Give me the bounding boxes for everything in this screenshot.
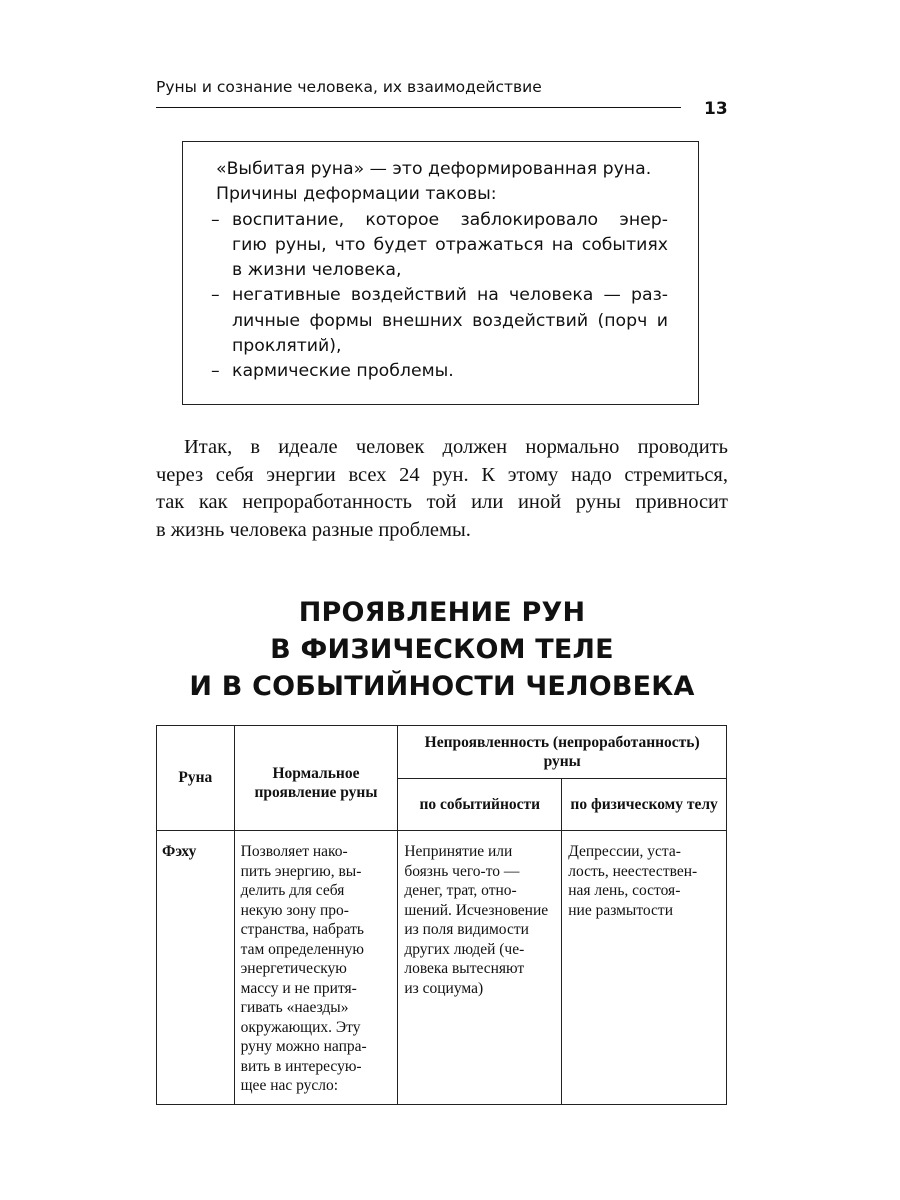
rune-manifestation-table xyxy=(156,725,727,1105)
cell-line: ние размытости xyxy=(568,901,673,919)
section-heading xyxy=(156,594,728,705)
bullet-text: воспитание, которое заблокировало энер- xyxy=(232,209,668,230)
bullet-text-continued: проклятий), xyxy=(232,336,342,357)
cell-line: ная лень, состоя- xyxy=(568,882,681,899)
page-number: 13 xyxy=(704,99,728,119)
section-heading-line: В ФИЗИЧЕСКОМ ТЕЛЕ xyxy=(270,634,614,665)
cell-line: там определенную xyxy=(240,940,364,958)
paragraph-line: через себя энергии всех 24 рун. К этому надо стремиться, xyxy=(156,463,728,486)
cell-line: окружающих. Эту xyxy=(240,1018,361,1036)
cell-line: других людей (че- xyxy=(404,940,525,958)
header-rune: Руна xyxy=(157,726,235,831)
bullet-dash: – xyxy=(211,285,220,306)
callout-line: «Выбитая руна» — это деформированная руна. xyxy=(216,159,652,179)
callout-line: Причины деформации таковы: xyxy=(216,184,497,205)
bullet-text: негативные воздействий на человека — раз- xyxy=(232,285,668,306)
cell-line: Непринятие или xyxy=(404,843,513,860)
by-body-cell xyxy=(562,831,727,1105)
body-paragraph xyxy=(156,434,728,544)
normal-manifestation-cell xyxy=(234,831,398,1105)
cell-line: руну можно напра- xyxy=(240,1038,367,1055)
paragraph-line: так как непроработанность той или иной руны привносит xyxy=(156,491,728,513)
callout-bullet xyxy=(211,359,668,384)
header-by-body: по физическому телу xyxy=(562,779,727,831)
bullet-dash: – xyxy=(211,209,220,230)
section-heading-line: ПРОЯВЛЕНИЕ РУН xyxy=(298,597,586,628)
header-normal-manifestation: Нормальное проявление руны xyxy=(234,726,398,831)
header-unmanifested: Непроявленность (непроработанность) руны xyxy=(398,726,727,779)
bullet-dash: – xyxy=(211,361,220,382)
cell-line: пить энергию, вы- xyxy=(240,862,362,880)
cell-line: странства, набрать xyxy=(240,921,364,938)
rune-name-cell: Фэху xyxy=(157,831,235,1105)
table-row xyxy=(157,831,727,1105)
bullet-text-continued: гию руны, что будет отражаться на событиях xyxy=(232,234,668,255)
paragraph-line: Итак, в идеале человек должен нормально проводить xyxy=(184,436,728,458)
bullet-text: кармические проблемы. xyxy=(232,361,454,382)
cell-line: делить для себя xyxy=(240,882,345,899)
paragraph-line: в жизнь человека разные проблемы. xyxy=(156,518,471,541)
cell-line: денег, трат, отно- xyxy=(404,882,517,899)
by-events-cell xyxy=(398,831,562,1105)
cell-line: из социума) xyxy=(404,979,484,997)
cell-line: гивать «наезды» xyxy=(240,999,349,1016)
cell-line: вить в интересую- xyxy=(240,1057,362,1075)
cell-line: ловека вытесняют xyxy=(404,960,525,977)
cell-line: шений. Исчезновение xyxy=(404,901,549,919)
cell-line: лость, неестествен- xyxy=(568,862,698,880)
callout-bullet xyxy=(211,208,668,233)
cell-line: щее нас русло: xyxy=(240,1077,339,1094)
cell-line: Депрессии, уста- xyxy=(568,843,681,860)
header-by-events: по событийности xyxy=(398,779,562,831)
section-heading-line: И В СОБЫТИЙНОСТИ ЧЕЛОВЕКА xyxy=(189,671,695,702)
header-rule xyxy=(156,107,681,108)
cell-line: из поля видимости xyxy=(404,921,529,938)
cell-line: некую зону про- xyxy=(240,901,349,919)
cell-line: массу и не притя- xyxy=(240,979,357,997)
cell-line: боязнь чего-то — xyxy=(404,862,520,880)
bullet-text-continued: в жизни человека, xyxy=(232,260,402,281)
cell-line: энергетическую xyxy=(240,960,347,977)
definition-callout-box xyxy=(182,141,699,405)
bullet-text-continued: личные формы внешних воздействий (порч и xyxy=(232,310,668,331)
callout-bullet xyxy=(211,283,668,308)
running-head-title: Руны и сознание человека, их взаимодействие xyxy=(156,78,542,96)
cell-line: Позволяет нако- xyxy=(240,843,348,860)
